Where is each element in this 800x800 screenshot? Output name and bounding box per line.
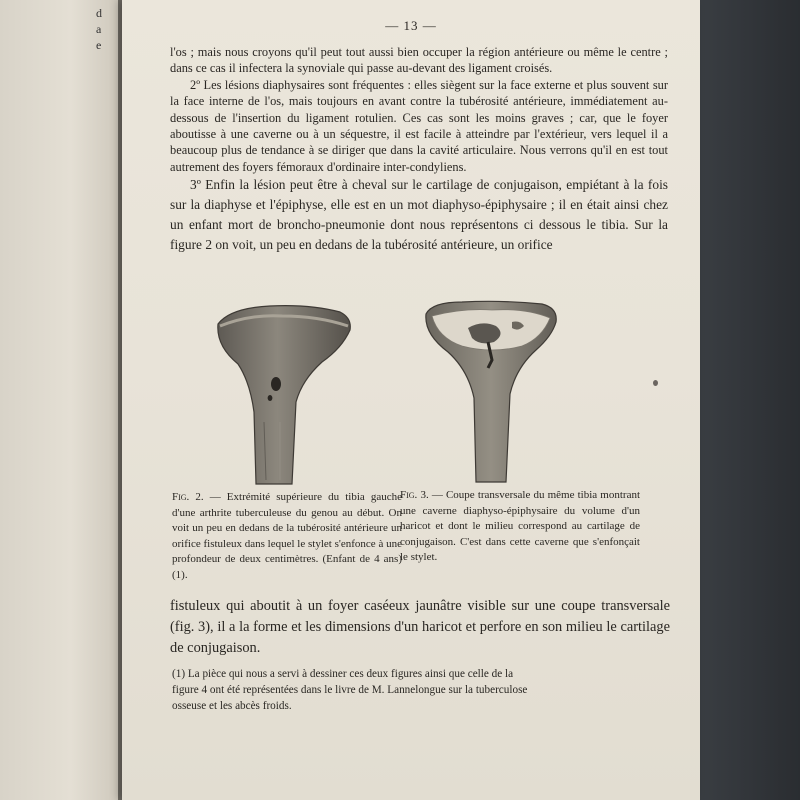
margin-fragment: a: [96, 22, 102, 36]
figures-row: [122, 298, 700, 581]
figure-2-caption: [172, 490, 402, 584]
margin-fragment: d: [96, 6, 102, 20]
dark-background: [690, 0, 800, 800]
figure-3-illustration: [422, 298, 562, 486]
figure-2-caption-text: — Extrémité supérieure du tibia gauche d'une arthrite tuberculeuse du genou au début. On voit un peu en dedans de la tubérosité antérieure un orifice fistuleux dans lequel le stylet s'enfonce à une profondeur de deux centimètres. (Enfant de 4 ans) (1).: [172, 491, 402, 581]
footnote: [172, 666, 672, 714]
body-text: [170, 44, 668, 255]
page-number: — 13 —: [385, 18, 437, 33]
paragraph-1: l'os ; mais nous croyons qu'il peut tout aussi bien occuper la région antérieure ou même le centre ; dans ce cas il infectera la synoviale qui passe au-devant des ligament croisés.: [170, 45, 668, 76]
paragraph-2: 2º Les lésions diaphysaires sont fréquentes : elles siègent sur la face externe et plus souvent sur la face interne de l'os, mais toujours en avant contre la tubérosité antérieure, immédiatement au-dessous de l'insertion du ligament rotulien. Ces cas sont les moins graves ; car, que le foyer aboutisse à une caverne ou à un séquestre, il est facile à atteindre par l'extérieur, vers lequel il a beaucoup plus de tendance à se diriger que dans la cavité articulaire. Nous verrons qu'il en est tout autrement des foyers fémoraux d'ordinaire inter-condyliens.: [170, 77, 668, 174]
footnote-line: figure 4 ont été représentées dans le livre de M. Lannelongue sur la tuberculose: [172, 684, 528, 696]
figure-3-caption: [400, 488, 640, 566]
figure-3-label: Fig. 3.: [400, 489, 429, 501]
previous-page-edge: [0, 0, 118, 800]
continuation-paragraph: fistuleux qui aboutit à un foyer caséeux jaunâtre visible sur une coupe transversale (fig. 3), il a la forme et les dimensions d'un haricot et perfore en son milieu le cartilage de conjugaison.: [170, 598, 670, 656]
footnote-line: osseuse et les abcès froids.: [172, 700, 292, 712]
figure-2-illustration: [210, 302, 356, 488]
figure-3-caption-text: — Coupe transversale du même tibia montrant une caverne diaphyso-épiphysaire du volume d'un haricot et dont le milieu correspond au cartilage de conjugaison. C'est dans cette caverne que s'enfonçait le stylet.: [400, 489, 641, 564]
footnote-line: (1) La pièce qui nous a servi à dessiner ces deux figures ainsi que celle de la: [172, 668, 514, 680]
book-page: [122, 0, 700, 800]
margin-fragment: e: [96, 38, 102, 52]
paragraph-3: 3º Enfin la lésion peut être à cheval sur le cartilage de conjugaison, empiétant à la fois sur la diaphyse et l'épiphyse, elle est en un mot diaphyso-épiphysaire ; il en était ainsi chez un enfant mort de broncho-pneumonie dont nous représentons ci dessous le tibia. Sur la figure 2 on voit, un peu en dedans de la tubérosité antérieure, un orifice: [170, 177, 668, 253]
ink-spot: [653, 380, 658, 386]
figure-2-label: Fig. 2.: [172, 491, 204, 503]
